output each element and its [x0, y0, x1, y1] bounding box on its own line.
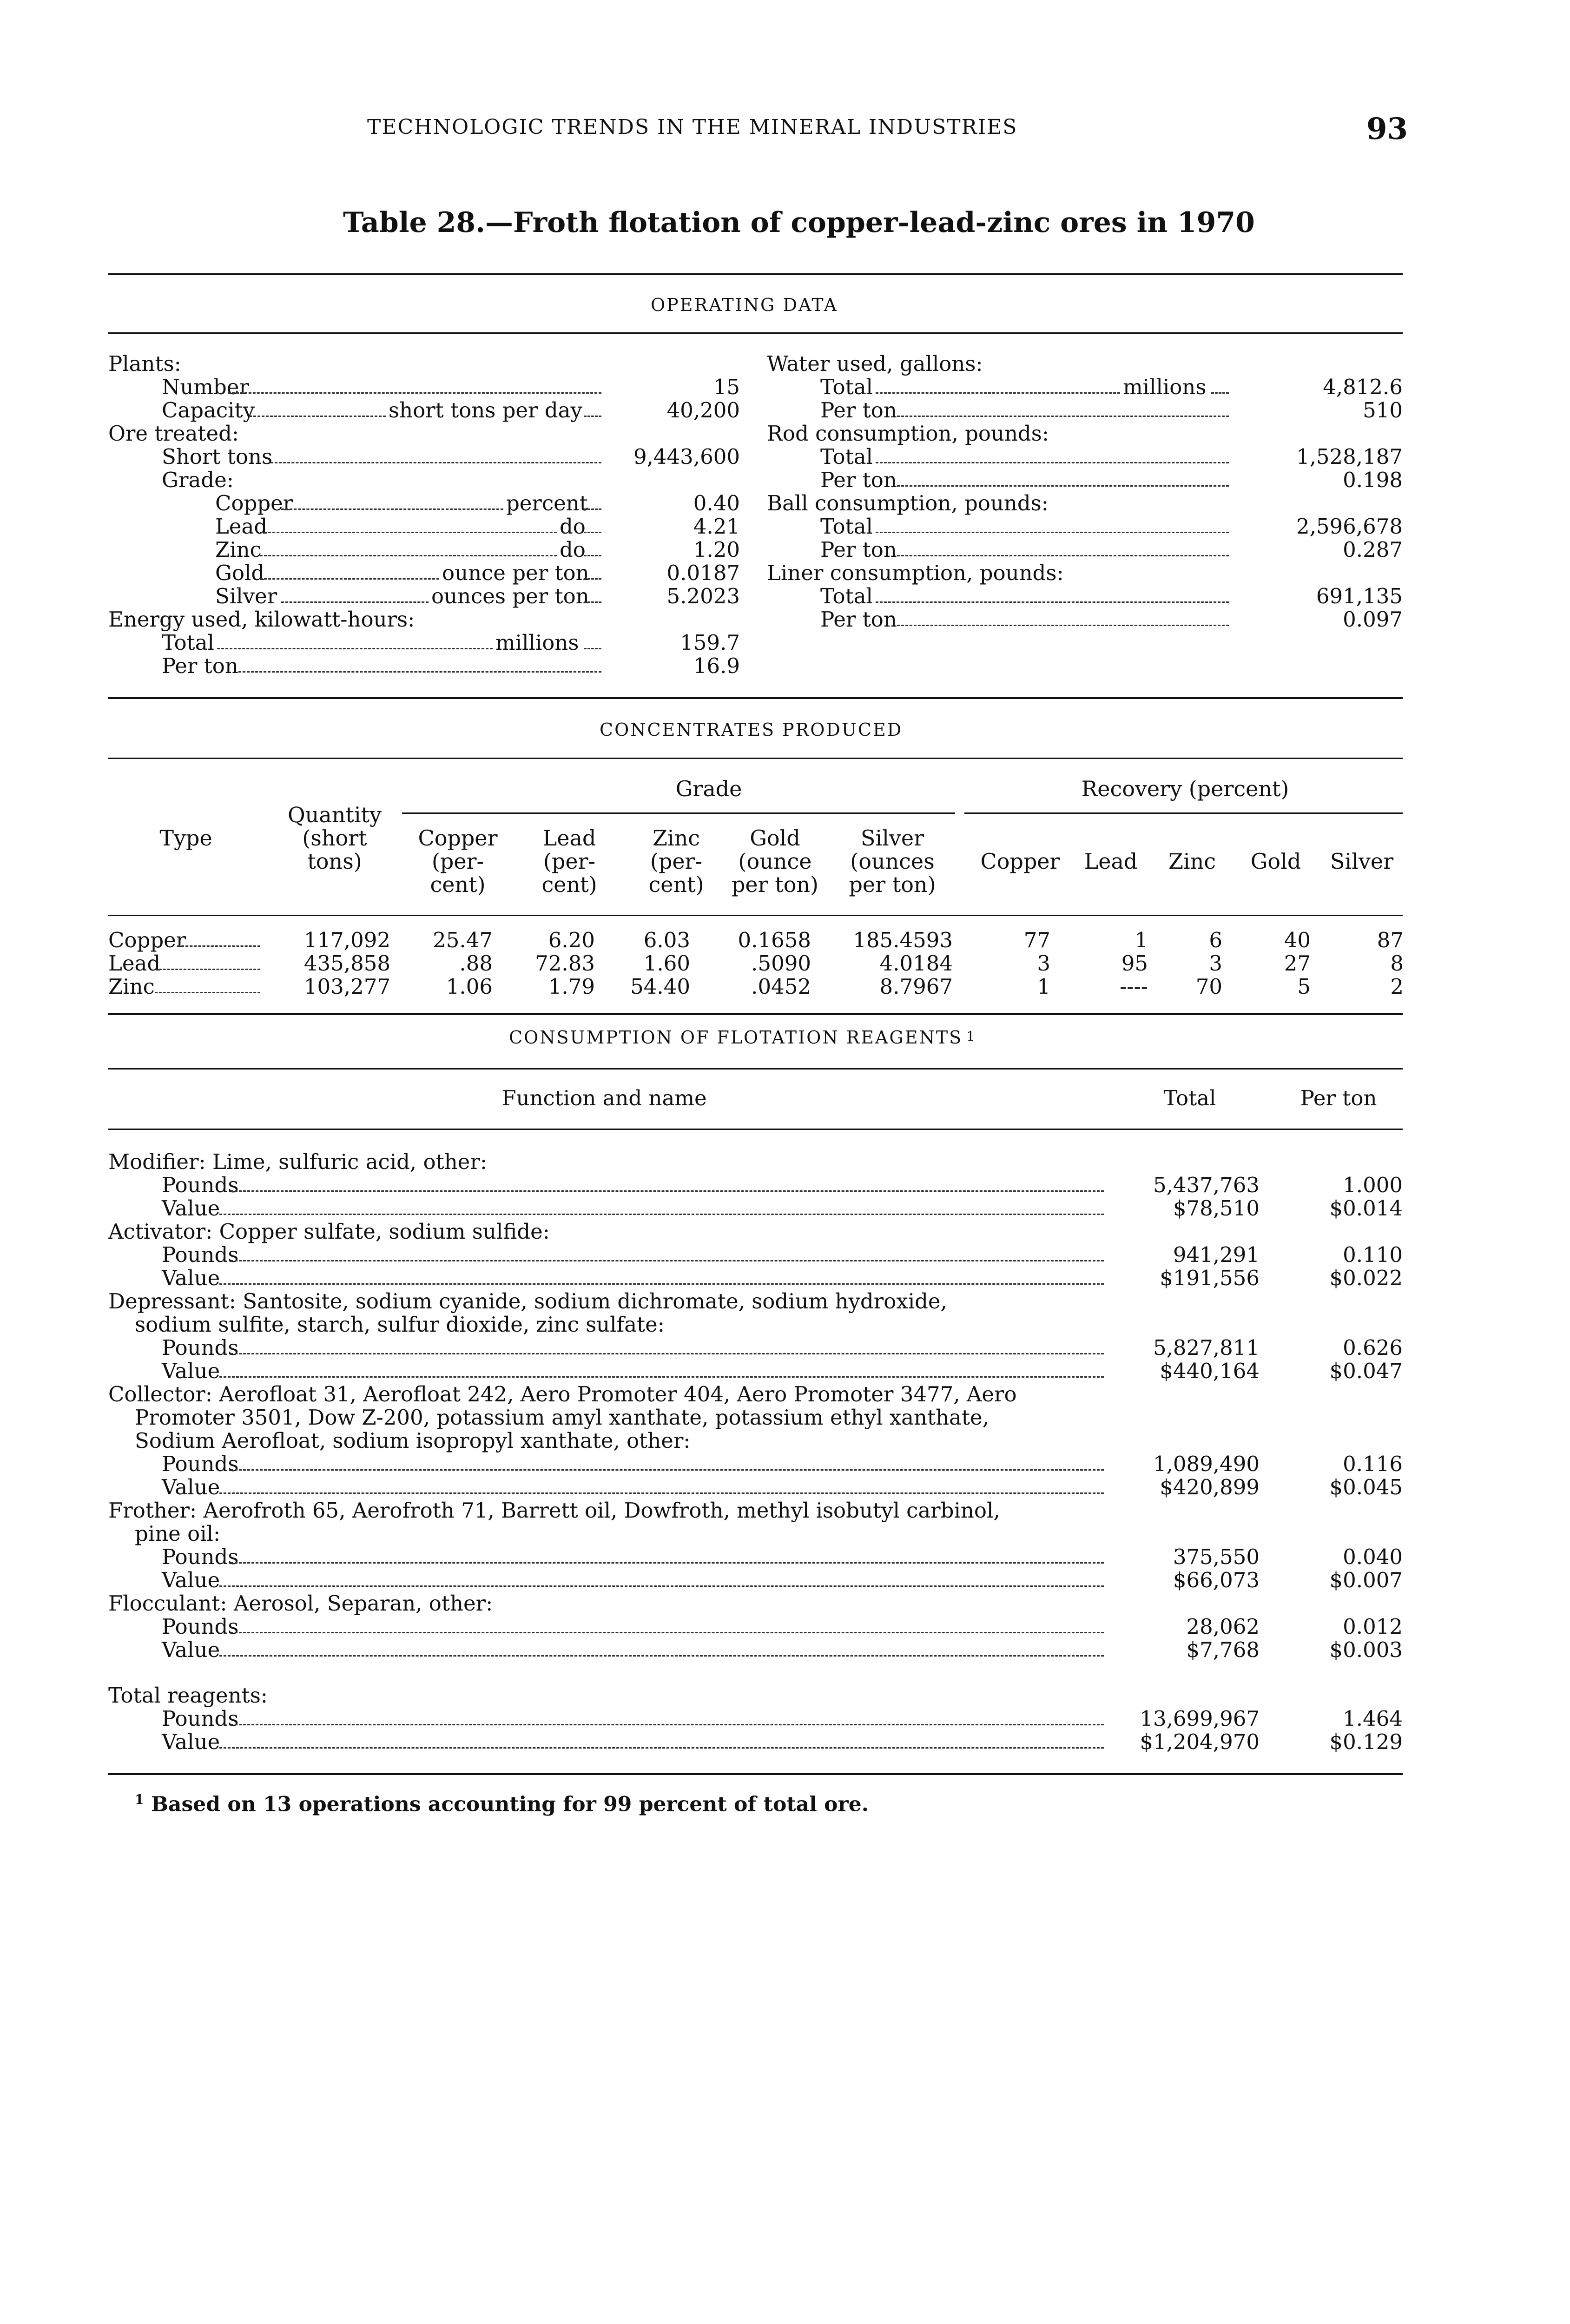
- reagent-heading-line: sodium sulfite, starch, sulfur dioxide, zinc sulfate:: [135, 1312, 665, 1337]
- reagent-value-total: $440,164: [1160, 1359, 1260, 1383]
- total-pounds-label: Pounds: [162, 1706, 239, 1731]
- footnote-mark: 1: [135, 1792, 144, 1807]
- type-header: Type: [159, 825, 212, 851]
- leader-dots: [219, 1267, 1104, 1290]
- total-value-per-ton: $0.129: [1329, 1730, 1403, 1754]
- operating-row-label: Water used, gallons:: [767, 351, 983, 376]
- reagent-heading-line: Promoter 3501, Dow Z-200, potassium amyl xanthate, potassium ethyl xanthate,: [135, 1405, 989, 1430]
- leader-dots: [228, 376, 601, 399]
- operating-row-unit: millions: [1123, 375, 1207, 399]
- reagent-pounds-total: 28,062: [1186, 1614, 1260, 1639]
- operating-row-label: Grade:: [162, 468, 234, 492]
- concentrate-cell-gold: .0452: [751, 974, 811, 999]
- reagent-value-total: $78,510: [1173, 1196, 1260, 1221]
- reagent-pounds-label: Pounds: [162, 1545, 239, 1569]
- reagent-pounds-label: Pounds: [162, 1173, 239, 1197]
- total-pounds-total: 13,699,967: [1140, 1706, 1260, 1731]
- operating-row-label: Energy used, kilowatt-hours:: [108, 607, 415, 632]
- leader-dots: [876, 585, 1229, 608]
- operating-row-unit: ounce per ton: [442, 561, 589, 585]
- operating-row-label: Liner consumption, pounds:: [767, 561, 1064, 585]
- concentrates-bottom-rule: [108, 1013, 1403, 1015]
- operating-row-label: Rod consumption, pounds:: [767, 421, 1049, 446]
- reagent-value-total: $191,556: [1160, 1266, 1260, 1290]
- concentrate-cell-copper: 1.06: [446, 974, 493, 999]
- leader-dots: [219, 1360, 1104, 1383]
- leader-dots: [177, 929, 260, 952]
- reagent-value-per-ton: $0.022: [1329, 1266, 1403, 1290]
- reagent-value-total: $66,073: [1173, 1568, 1260, 1592]
- concentrate-cell-r-silver: 87: [1377, 928, 1404, 952]
- concentrate-cell-r-silver: 2: [1390, 974, 1404, 999]
- total-reagents-heading: Total reagents:: [108, 1683, 268, 1708]
- reagents-section-label: CONSUMPTION OF FLOTATION REAGENTS: [509, 1027, 963, 1048]
- table-title: Table 28.—Froth flotation of copper-lead-zinc ores in 1970: [343, 206, 1255, 239]
- concentrate-cell-copper: .88: [459, 951, 493, 976]
- operating-row-value: 0.0187: [666, 561, 740, 585]
- leader-dots: [584, 561, 601, 585]
- recovery-col-header: Zinc: [1168, 849, 1216, 874]
- footnote-text: Based on 13 operations accounting for 99 percent of total ore.: [151, 1792, 869, 1816]
- reagent-value-label: Value: [162, 1637, 220, 1662]
- grade-group-header: Grade: [675, 776, 742, 801]
- concentrate-cell-zinc: 6.03: [643, 928, 690, 952]
- operating-row-label: Total: [820, 375, 873, 399]
- operating-header-rule: [108, 332, 1403, 334]
- operating-row-value: 0.097: [1343, 607, 1403, 632]
- operating-row-label: Plants:: [108, 351, 181, 376]
- reagent-pounds-per-ton: 0.012: [1343, 1614, 1403, 1639]
- operating-row-value: 0.40: [693, 491, 740, 515]
- reagent-value-per-ton: $0.014: [1329, 1196, 1403, 1221]
- operating-row-label: Ball consumption, pounds:: [767, 491, 1049, 515]
- leader-dots: [584, 585, 601, 608]
- reagents-section-title: [509, 1027, 975, 1048]
- leader-dots: [155, 952, 260, 975]
- concentrate-cell-r-copper: 77: [1023, 928, 1050, 952]
- reagent-pounds-label: Pounds: [162, 1452, 239, 1476]
- leader-dots: [217, 631, 493, 654]
- leader-dots: [260, 515, 557, 538]
- reagent-pounds-total: 375,550: [1173, 1545, 1260, 1569]
- reagent-pounds-per-ton: 0.110: [1343, 1242, 1403, 1267]
- leader-dots: [231, 1452, 1104, 1476]
- reagent-value-per-ton: $0.007: [1329, 1568, 1403, 1592]
- reagent-value-label: Value: [162, 1568, 220, 1592]
- concentrate-cell-quantity: 117,092: [303, 928, 390, 952]
- concentrate-cell-r-gold: 5: [1297, 974, 1311, 999]
- leader-dots: [1211, 376, 1229, 399]
- concentrate-cell-r-lead: 95: [1121, 951, 1148, 976]
- reagent-pounds-per-ton: 1.000: [1343, 1173, 1403, 1197]
- concentrate-cell-quantity: 435,858: [303, 951, 390, 976]
- reagent-heading-line: Depressant: Santosite, sodium cyanide, sodium dichromate, sodium hydroxide,: [108, 1289, 947, 1314]
- operating-row-value: 16.9: [693, 654, 740, 678]
- operating-row-label: Gold: [215, 561, 265, 585]
- concentrate-cell-r-gold: 40: [1284, 928, 1311, 952]
- leader-dots: [584, 538, 601, 561]
- reagents-header-top-rule: [108, 1068, 1403, 1070]
- leader-dots: [584, 492, 601, 515]
- reagent-value-total: $420,899: [1160, 1475, 1260, 1499]
- grade-col-header: Copper (per- cent): [418, 825, 498, 897]
- top-rule: [108, 273, 1403, 275]
- reagent-pounds-per-ton: 0.626: [1343, 1335, 1403, 1360]
- leader-dots: [281, 585, 429, 608]
- leader-dots: [897, 538, 1229, 561]
- operating-row-label: Number: [162, 375, 249, 399]
- reagent-pounds-total: 5,827,811: [1153, 1335, 1260, 1360]
- reagent-value-label: Value: [162, 1359, 220, 1383]
- operating-row-label: Silver: [215, 584, 277, 608]
- leader-dots: [231, 1174, 1104, 1197]
- grade-col-header: Silver (ounces per ton): [849, 825, 936, 897]
- concentrate-cell-gold: .5090: [751, 951, 811, 976]
- reagent-pounds-label: Pounds: [162, 1614, 239, 1639]
- operating-row-label: Per ton: [162, 654, 238, 678]
- leader-dots: [238, 654, 601, 678]
- reagent-pounds-total: 5,437,763: [1153, 1173, 1260, 1197]
- operating-row-label: Per ton: [820, 607, 897, 632]
- concentrate-cell-silver: 4.0184: [879, 951, 953, 976]
- reagent-pounds-label: Pounds: [162, 1242, 239, 1267]
- operating-row-value: 15: [713, 375, 740, 399]
- running-title: TECHNOLOGIC TRENDS IN THE MINERAL INDUSTRIES: [367, 115, 1018, 139]
- reagent-pounds-total: 941,291: [1173, 1242, 1260, 1267]
- operating-row-label: Per ton: [820, 468, 897, 492]
- leader-dots: [231, 1615, 1104, 1638]
- concentrate-cell-zinc: 1.60: [643, 951, 690, 976]
- leader-dots: [876, 445, 1229, 469]
- operating-row-unit: do: [560, 537, 586, 562]
- operating-row-label: Zinc: [215, 537, 262, 562]
- reagent-heading-line: Sodium Aerofloat, sodium isopropyl xanthate, other:: [135, 1428, 691, 1453]
- reagent-heading-line: Frother: Aerofroth 65, Aerofroth 71, Barrett oil, Dowfroth, methyl isobutyl carbinol,: [108, 1498, 1000, 1523]
- operating-row-value: 0.287: [1343, 537, 1403, 562]
- total-value-total: $1,204,970: [1140, 1730, 1260, 1754]
- concentrate-type: Zinc: [108, 974, 155, 999]
- reagent-value-per-ton: $0.047: [1329, 1359, 1403, 1383]
- concentrate-cell-gold: 0.1658: [738, 928, 811, 952]
- recovery-col-header: Silver: [1330, 849, 1394, 874]
- operating-row-label: Copper: [215, 491, 293, 515]
- concentrate-cell-copper: 25.47: [433, 928, 493, 952]
- concentrates-col-header-rule: [108, 915, 1403, 916]
- operating-row-unit: ounces per ton: [431, 584, 589, 608]
- leader-dots: [897, 608, 1229, 631]
- operating-row-unit: short tons per day: [389, 398, 582, 423]
- grade-col-header: Lead (per- cent): [541, 825, 597, 897]
- reagent-value-label: Value: [162, 1475, 220, 1499]
- reagent-value-per-ton: $0.003: [1329, 1637, 1403, 1662]
- operating-row-label: Total: [820, 514, 873, 539]
- reagents-footnote-mark: 1: [966, 1028, 975, 1044]
- operating-row-label: Short tons: [162, 444, 273, 469]
- concentrate-cell-r-zinc: 6: [1209, 928, 1222, 952]
- concentrates-header-rule: [108, 758, 1403, 759]
- leader-dots: [231, 1707, 1104, 1730]
- concentrate-cell-r-copper: 3: [1037, 951, 1050, 976]
- leader-dots: [876, 515, 1229, 538]
- operating-bottom-rule: [108, 697, 1403, 699]
- grade-col-header: Gold (ounce per ton): [731, 825, 819, 897]
- leader-dots: [219, 1569, 1104, 1592]
- page-number: 93: [1366, 112, 1408, 146]
- operating-row-label: Total: [820, 444, 873, 469]
- recovery-col-header: Copper: [980, 849, 1060, 874]
- leader-dots: [897, 469, 1229, 492]
- operating-row-value: 691,135: [1316, 584, 1403, 608]
- quantity-header: Quantity (short tons): [287, 802, 382, 874]
- concentrate-cell-r-lead: 1: [1135, 928, 1148, 952]
- leader-dots: [219, 1730, 1104, 1754]
- concentrate-cell-r-gold: 27: [1284, 951, 1311, 976]
- concentrate-cell-silver: 185.4593: [853, 928, 953, 952]
- reagent-value-per-ton: $0.045: [1329, 1475, 1403, 1499]
- concentrate-cell-silver: 8.7967: [879, 974, 953, 999]
- concentrate-cell-lead: 6.20: [548, 928, 595, 952]
- operating-row-value: 159.7: [680, 630, 740, 655]
- operating-row-label: Total: [162, 630, 214, 655]
- operating-row-value: 1.20: [693, 537, 740, 562]
- leader-dots: [897, 399, 1229, 422]
- grade-col-header: Zinc (per- cent): [648, 825, 704, 897]
- operating-row-unit: percent: [506, 491, 588, 515]
- total-pounds-per-ton: 1.464: [1343, 1706, 1403, 1731]
- leader-dots: [231, 1336, 1104, 1360]
- operating-row-label: Total: [820, 584, 873, 608]
- leader-dots: [584, 515, 601, 538]
- leader-dots: [231, 1545, 1104, 1569]
- grade-underline: [402, 812, 955, 814]
- recovery-group-header: Recovery (percent): [1081, 776, 1289, 801]
- operating-row-value: 510: [1363, 398, 1403, 423]
- leader-dots: [249, 399, 386, 422]
- operating-row-label: Per ton: [820, 537, 897, 562]
- reagent-pounds-total: 1,089,490: [1153, 1452, 1260, 1476]
- concentrate-cell-lead: 72.83: [535, 951, 595, 976]
- operating-row-label: Ore treated:: [108, 421, 239, 446]
- leader-dots: [260, 538, 557, 561]
- operating-row-label: Per ton: [820, 398, 897, 423]
- concentrate-cell-r-zinc: 70: [1195, 974, 1222, 999]
- reagents-total-header: Total: [1163, 1086, 1216, 1110]
- concentrates-section-title: CONCENTRATES PRODUCED: [600, 720, 903, 740]
- reagent-heading-line: Collector: Aerofloat 31, Aerofloat 242, Aero Promoter 404, Aero Promoter 3477, Aero: [108, 1382, 1017, 1406]
- operating-row-value: 0.198: [1343, 468, 1403, 492]
- operating-row-value: 9,443,600: [633, 444, 740, 469]
- leader-dots: [219, 1197, 1104, 1220]
- operating-row-value: 4,812.6: [1323, 375, 1403, 399]
- concentrate-cell-quantity: 103,277: [303, 974, 390, 999]
- operating-row-unit: do: [560, 514, 586, 539]
- leader-dots: [231, 1243, 1104, 1267]
- reagent-pounds-label: Pounds: [162, 1335, 239, 1360]
- operating-row-value: 4.21: [693, 514, 740, 539]
- leader-dots: [219, 1638, 1104, 1662]
- footnote: [135, 1792, 869, 1816]
- operating-row-value: 5.2023: [666, 584, 740, 608]
- operating-row-label: Lead: [215, 514, 268, 539]
- reagent-heading-line: Modifier: Lime, sulfuric acid, other:: [108, 1149, 487, 1174]
- leader-dots: [584, 631, 601, 654]
- recovery-underline: [964, 812, 1403, 814]
- operating-row-value: 40,200: [666, 398, 740, 423]
- reagent-heading-line: pine oil:: [135, 1521, 221, 1546]
- concentrate-cell-r-lead: ----: [1120, 974, 1148, 999]
- operating-row-label: Capacity: [162, 398, 255, 423]
- operating-row-value: 2,596,678: [1296, 514, 1403, 539]
- leader-dots: [219, 1476, 1104, 1499]
- concentrate-cell-lead: 1.79: [548, 974, 595, 999]
- recovery-col-header: Lead: [1084, 849, 1138, 874]
- leader-dots: [281, 492, 503, 515]
- concentrate-type: Lead: [108, 951, 161, 976]
- reagents-per-ton-header: Per ton: [1300, 1086, 1377, 1110]
- leader-dots: [876, 376, 1120, 399]
- reagent-pounds-per-ton: 0.116: [1343, 1452, 1403, 1476]
- leader-dots: [584, 399, 601, 422]
- concentrate-cell-r-zinc: 3: [1209, 951, 1222, 976]
- recovery-col-header: Gold: [1250, 849, 1301, 874]
- leader-dots: [270, 445, 601, 469]
- operating-row-unit: millions: [495, 630, 579, 655]
- concentrate-cell-r-silver: 8: [1390, 951, 1404, 976]
- operating-row-value: 1,528,187: [1296, 444, 1403, 469]
- concentrate-cell-zinc: 54.40: [630, 974, 690, 999]
- reagents-function-header: Function and name: [501, 1086, 707, 1110]
- operating-section-title: OPERATING DATA: [651, 295, 838, 315]
- reagent-value-label: Value: [162, 1196, 220, 1221]
- reagent-pounds-per-ton: 0.040: [1343, 1545, 1403, 1569]
- reagent-heading-line: Flocculant: Aerosol, Separan, other:: [108, 1591, 493, 1616]
- reagents-header-bottom-rule: [108, 1129, 1403, 1130]
- concentrate-type: Copper: [108, 928, 186, 952]
- reagent-heading-line: Activator: Copper sulfate, sodium sulfide:: [108, 1219, 550, 1244]
- reagent-value-label: Value: [162, 1266, 220, 1290]
- concentrate-cell-r-copper: 1: [1037, 974, 1050, 999]
- total-value-label: Value: [162, 1730, 220, 1754]
- leader-dots: [260, 561, 439, 585]
- reagent-value-total: $7,768: [1186, 1637, 1260, 1662]
- reagents-bottom-rule: [108, 1773, 1403, 1775]
- leader-dots: [155, 975, 260, 998]
